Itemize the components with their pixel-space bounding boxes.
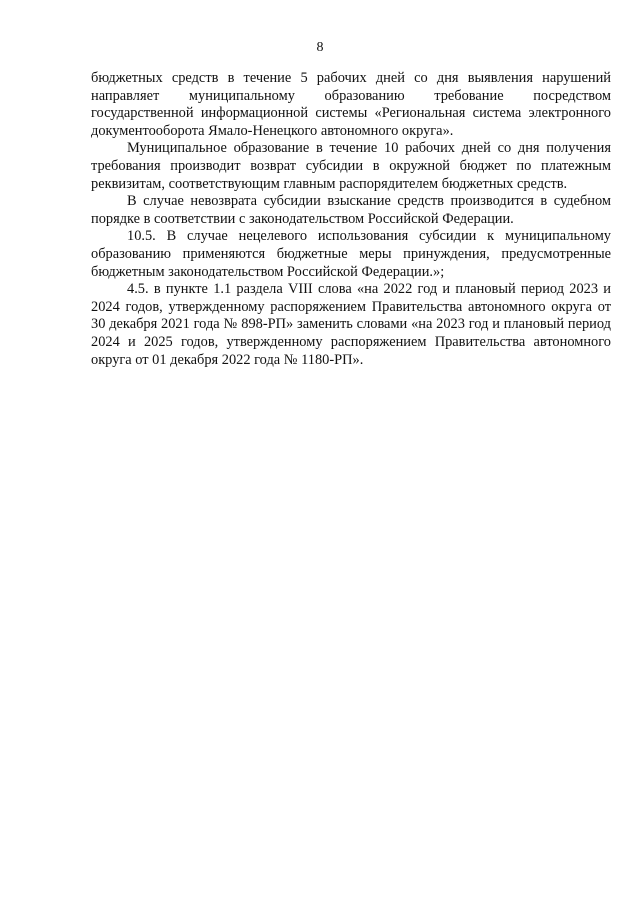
- paragraph-4-5: 4.5. в пункте 1.1 раздела VIII слова «на 2022 год и плановый период 2023 и 2024 годов, утвержденному распоряжением Правительства автономного округа от 30 декабря 2021 года № 898-РП» заменить словами «на 2023 год и плановый период 2024 и 2025 годов, утвержденному распоряжением Правительства автономного округа от 01 декабря 2022 года № 1180-РП».: [91, 281, 611, 368]
- paragraph-court-recovery: В случае невозврата субсидии взыскание средств производится в судебном порядке в соответствии с законодательством Российской Федерации.: [91, 193, 611, 227]
- document-body: [91, 70, 611, 369]
- page-number: 8: [316, 40, 324, 55]
- paragraph-continuation: бюджетных средств в течение 5 рабочих дней со дня выявления нарушений направляет муниципальному образованию требование посредством государственной информационной системы «Региональная система электронного документооборота Ямало-Ненецкого автономного округа».: [91, 70, 611, 139]
- paragraph-refund-deadline: Муниципальное образование в течение 10 рабочих дней со дня получения требования производит возврат субсидии в окружной бюджет по платежным реквизитам, соответствующим главным распорядителем бюджетных средств.: [91, 140, 611, 192]
- paragraph-10-5: 10.5. В случае нецелевого использования субсидии к муниципальному образованию применяются бюджетные меры принуждения, предусмотренные бюджетным законодательством Российской Федерации.»;: [91, 228, 611, 280]
